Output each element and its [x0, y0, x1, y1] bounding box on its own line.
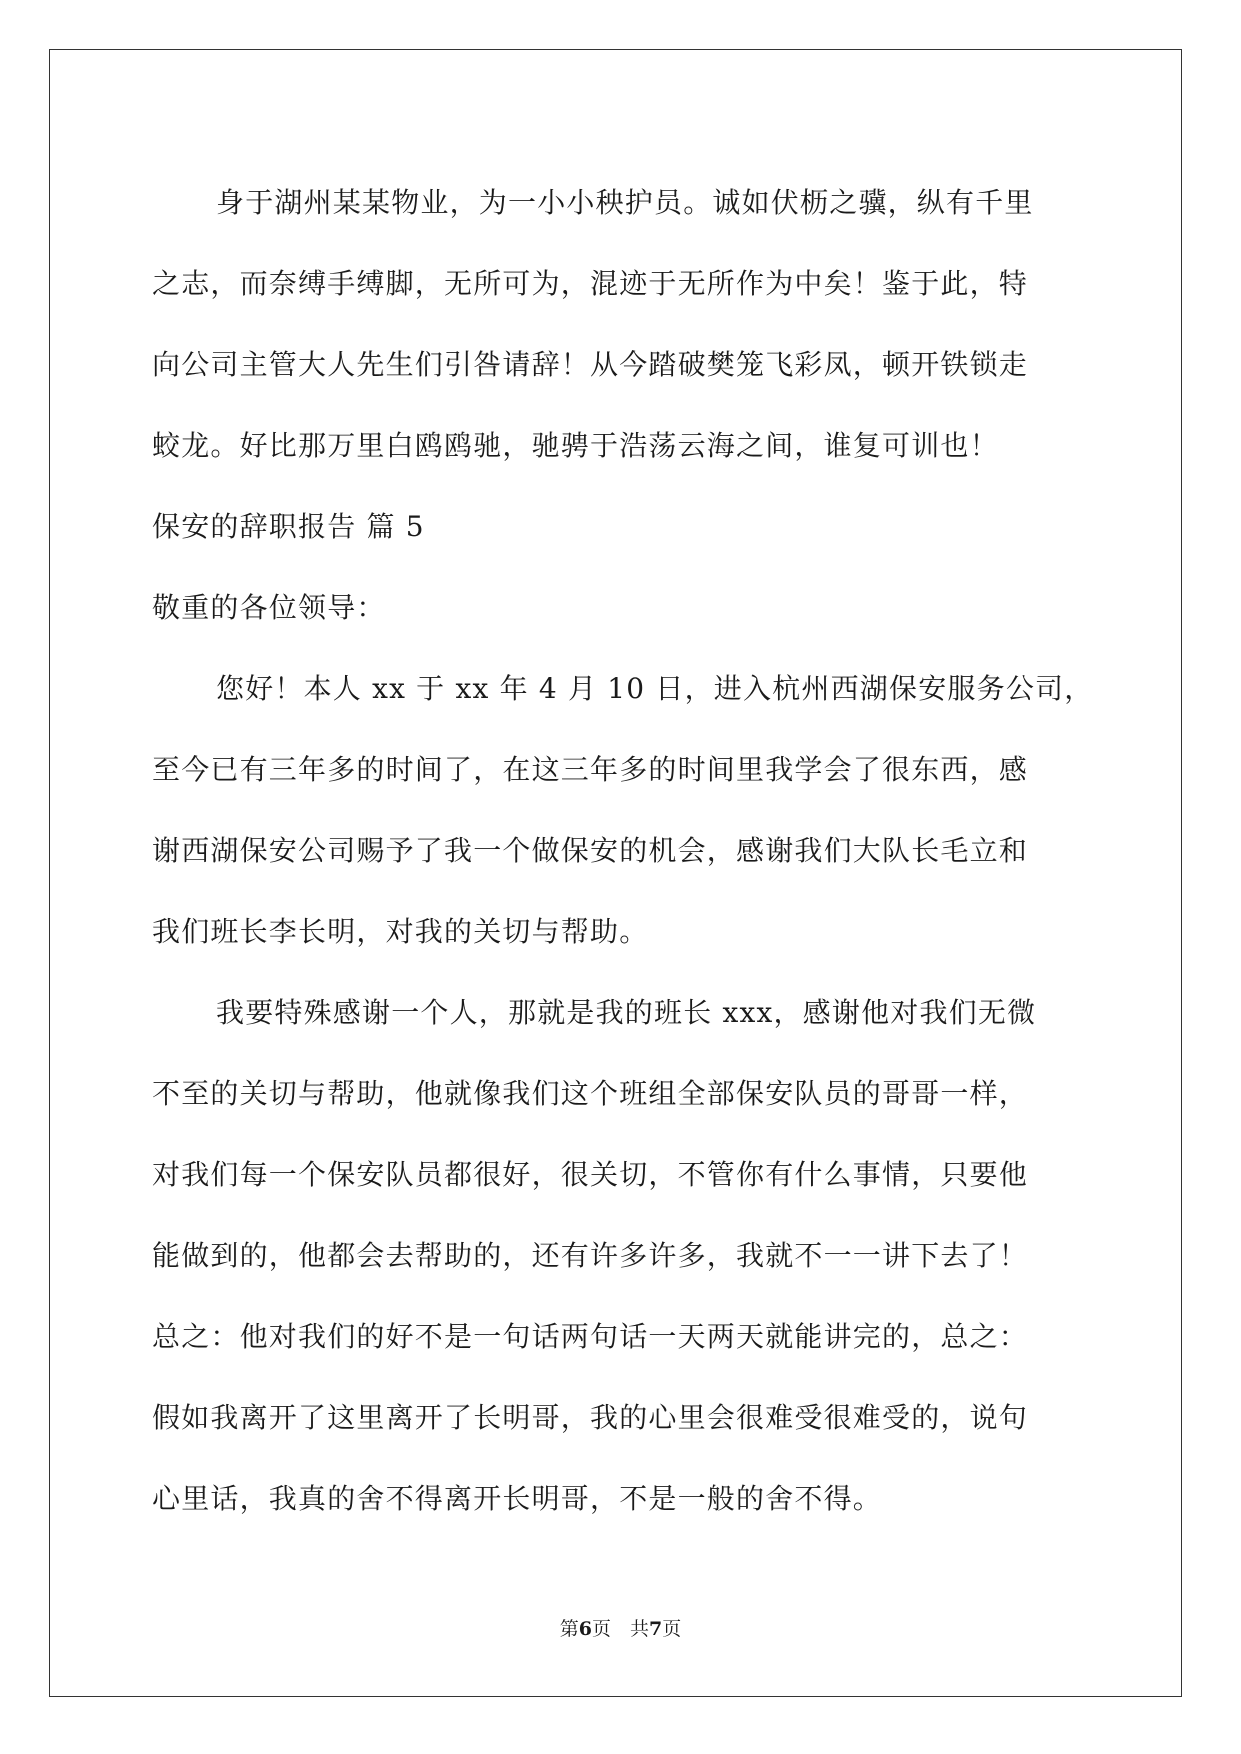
paragraph-line: 身于湖州某某物业，为一小小秧护员。诚如伏枥之骥，纵有千里: [216, 186, 1034, 219]
paragraph-line: 向公司主管大人先生们引咎请辞！从今踏破樊笼飞彩凤，顿开铁锁走: [152, 348, 1029, 381]
paragraph-line: 假如我离开了这里离开了长明哥，我的心里会很难受很难受的，说句: [152, 1401, 1029, 1434]
document-body: [152, 162, 1097, 1539]
paragraph-line: 对我们每一个保安队员都很好，很关切，不管你有什么事情，只要他: [152, 1158, 1029, 1191]
total-page-number: 7: [649, 1618, 663, 1640]
paragraph-line: 之志，而奈缚手缚脚，无所可为，混迹于无所作为中矣！鉴于此，特: [152, 267, 1029, 300]
paragraph-line: 总之：他对我们的好不是一句话两句话一天两天就能讲完的，总之：: [152, 1320, 1029, 1353]
current-page-number: 6: [578, 1618, 592, 1640]
paragraph-line: 心里话，我真的舍不得离开长明哥，不是一般的舍不得。: [152, 1482, 883, 1515]
paragraph-line: 我们班长李长明，对我的关切与帮助。: [152, 915, 649, 948]
page-number-footer: [0, 1614, 1241, 1641]
paragraph-line: 蛟龙。好比那万里白鸥鸥驰，驰骋于浩荡云海之间，谁复可训也！: [152, 429, 999, 462]
paragraph-line: 能做到的，他都会去帮助的，还有许多许多，我就不一一讲下去了！: [152, 1239, 1029, 1272]
page-suffix: 页: [662, 1618, 682, 1640]
paragraph-line: 不至的关切与帮助，他就像我们这个班组全部保安队员的哥哥一样，: [152, 1077, 1029, 1110]
salutation: 敬重的各位领导：: [152, 591, 386, 624]
page-prefix: 第: [559, 1618, 579, 1640]
paragraph-line: 我要特殊感谢一个人，那就是我的班长 xxx，感谢他对我们无微: [216, 996, 1037, 1029]
section-heading: 保安的辞职报告 篇 5: [152, 510, 425, 543]
page-mid: 页 共: [591, 1618, 649, 1640]
paragraph-line: 谢西湖保安公司赐予了我一个做保安的机会，感谢我们大队长毛立和: [152, 834, 1029, 867]
paragraph-line: 至今已有三年多的时间了，在这三年多的时间里我学会了很东西，感: [152, 753, 1029, 786]
paragraph-line: 您好！本人 xx 于 xx 年 4 月 10 日，进入杭州西湖保安服务公司，: [216, 672, 1094, 705]
